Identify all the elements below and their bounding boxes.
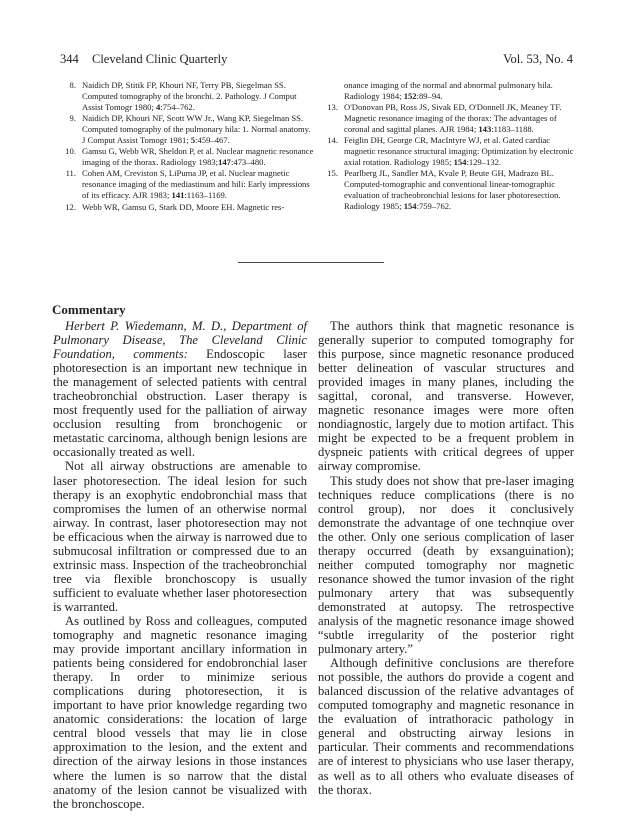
reference-item: 9 . Naidich DP, Khouri NF, Scott WW Jr., Wang KP, Siegelman SS. Computed tomography of the pulmonary hila: 1. Normal anatomy. J Comput Assist Tomogr 1981; 5:459–467. bbox=[62, 113, 314, 146]
paragraph: Herbert P. Wiedemann, M. D., Department of Pulmonary Disease, The Cleveland Clinic Foundation, comments: Endoscopic laser photoresection is an important new technique in the management of selected patients with central tracheobronchial obstruction. Laser therapy is most frequently used for the palliation of airway occlusion resulting from bronchogenic or metastatic carcinoma, although benign lesions are occasionally treated as well. bbox=[53, 319, 308, 460]
reference-number: 9 . bbox=[62, 113, 76, 124]
paragraph: The authors think that magnetic resonance is generally superior to computed tomography for this purpose, since magnetic resonance produced better delineation of vascular structures and provided images in many planes, including the sagittal, coronal, and transverse. However, magnetic resonance images were more often nondiagnostic, largely due to motion artifact. This might be expected to be a frequent problem in dyspneic patients with critical degrees of upper airway compromise. bbox=[318, 319, 574, 474]
volume-issue: Vol. 53, No. 4 bbox=[503, 52, 573, 66]
reference-number: 15 . bbox=[324, 168, 338, 179]
reference-item: 10 . Gamsu G, Webb WR, Sheldon P, et al. Nuclear magnetic resonance imaging of the thorax. Radiology 1983;147:473–480. bbox=[62, 146, 314, 168]
commentary-left-column bbox=[53, 319, 307, 811]
reference-item: 13 . O'Donovan PB, Ross JS, Sivak ED, O'Donnell JK, Meaney TF. Magnetic resonance imaging of the thorax: The advantages of coronal and sagittal planes. AJR 1984; 143:1183–1188. bbox=[324, 102, 574, 135]
author-intro: Herbert P. Wiedemann, M. D., Department of Pulmonary Disease, The Cleveland Clinic Foundation, comments: bbox=[53, 319, 307, 362]
reference-number: 10 . bbox=[62, 146, 76, 157]
commentary-right-column bbox=[318, 319, 574, 797]
reference-number: 13 . bbox=[324, 102, 338, 113]
paragraph: Although definitive conclusions are therefore not possible, the authors do provide a cogent and balanced discussion of the relative advantages of computed tomography and magnetic resonance in the evaluation of intrathoracic pathology in general and obstructing airway lesions in particular. Their comments and recommendations are of interest to physicians who use laser therapy, as well as to all others who evaluate diseases of the thorax. bbox=[318, 656, 574, 797]
reference-item: 14 . Feiglin DH, George CR, MacIntyre WJ, et al. Gated cardiac magnetic resonance structural imaging: Optimization by electronic axial rotation. Radiology 1985; 154:129–132. bbox=[324, 135, 574, 168]
reference-number: 12 . bbox=[62, 202, 76, 213]
references-right-column bbox=[324, 80, 574, 212]
reference-continuation: onance imaging of the normal and abnormal pulmonary hila. Radiology 1984; 152:89–94. bbox=[344, 80, 553, 101]
page-number: 344 bbox=[60, 52, 79, 66]
reference-item: 8 . Naidich DP, Stitik FP, Khouri NF, Terry PB, Siegelman SS. Computed tomography of the bronchi. 2. Pathology. J Comput Assist Tomogr 1980; 4:754–762. bbox=[62, 80, 314, 113]
journal-title: Cleveland Clinic Quarterly bbox=[92, 52, 228, 66]
reference-number: 8 . bbox=[62, 80, 76, 91]
paragraph: As outlined by Ross and colleagues, computed tomography and magnetic resonance imaging may provide important ancillary information in patients being considered for endobronchial laser therapy. In order to minimize serious complications during photoresection, it is important to have prior knowledge regarding two anatomic considerations: the location of large central blood vessels that may lie in close approximation to the lesion, and the extent and direction of the airway lesions in those instances where the lumen is so narrow that the distal anatomy of the lesion cannot be visualized with the bronchoscope. bbox=[53, 613, 307, 811]
reference-item: 11 . Cohen AM, Creviston S, LiPuma JP, et al. Nuclear magnetic resonance imaging of the mediastinum and hili: Early impressions of its efficacy. AJR 1983; 141:1163–1169. bbox=[62, 168, 314, 201]
section-divider bbox=[238, 262, 384, 263]
paragraph: Not all airway obstructions are amenable to laser photoresection. The ideal lesion for such therapy is an exophytic endobronchial mass that compromises the lumen of an otherwise normal airway. In contrast, laser photoresection may not be efficacious when the airway is narrowed due to submucosal infiltration or compressed due to an extrinsic mass. Inspection of the tracheobronchial tree via flexible bronchoscopy is usually sufficient to evaluate whether laser photoresection is warranted. bbox=[53, 459, 307, 614]
references-left-column bbox=[62, 80, 314, 213]
paragraph: This study does not show that pre-laser imaging techniques reduce complications (there is no control group), nor does it conclusively demonstrate the advantage of one technqiue over the other. Only one serious complication of laser therapy occurred (death by exsanguination); neither computed tomography nor magnetic resonance showed the tumor invasion of the right pulmonary artery that was subsequently demonstrated at autopsy. The retrospective analysis of the magnetic resonance image showed “subtle irregularity of the posterior right pulmonary artery.” bbox=[318, 473, 574, 657]
running-header bbox=[60, 52, 573, 68]
reference-item: 12 . Webb WR, Gamsu G, Stark DD, Moore EH. Magnetic res- bbox=[62, 202, 314, 213]
reference-number: 11 . bbox=[62, 168, 76, 179]
reference-item: 15 . Pearlberg JL, Sandler MA, Kvale P, Beute GH, Madrazo BL. Computed-tomographic and conventional linear-tomographic evaluation of tracheobronchial lesions for laser photoresection. Radiology 1985; 154:759–762. bbox=[324, 168, 574, 212]
reference-number: 14 . bbox=[324, 135, 338, 146]
section-heading: Commentary bbox=[52, 302, 126, 317]
